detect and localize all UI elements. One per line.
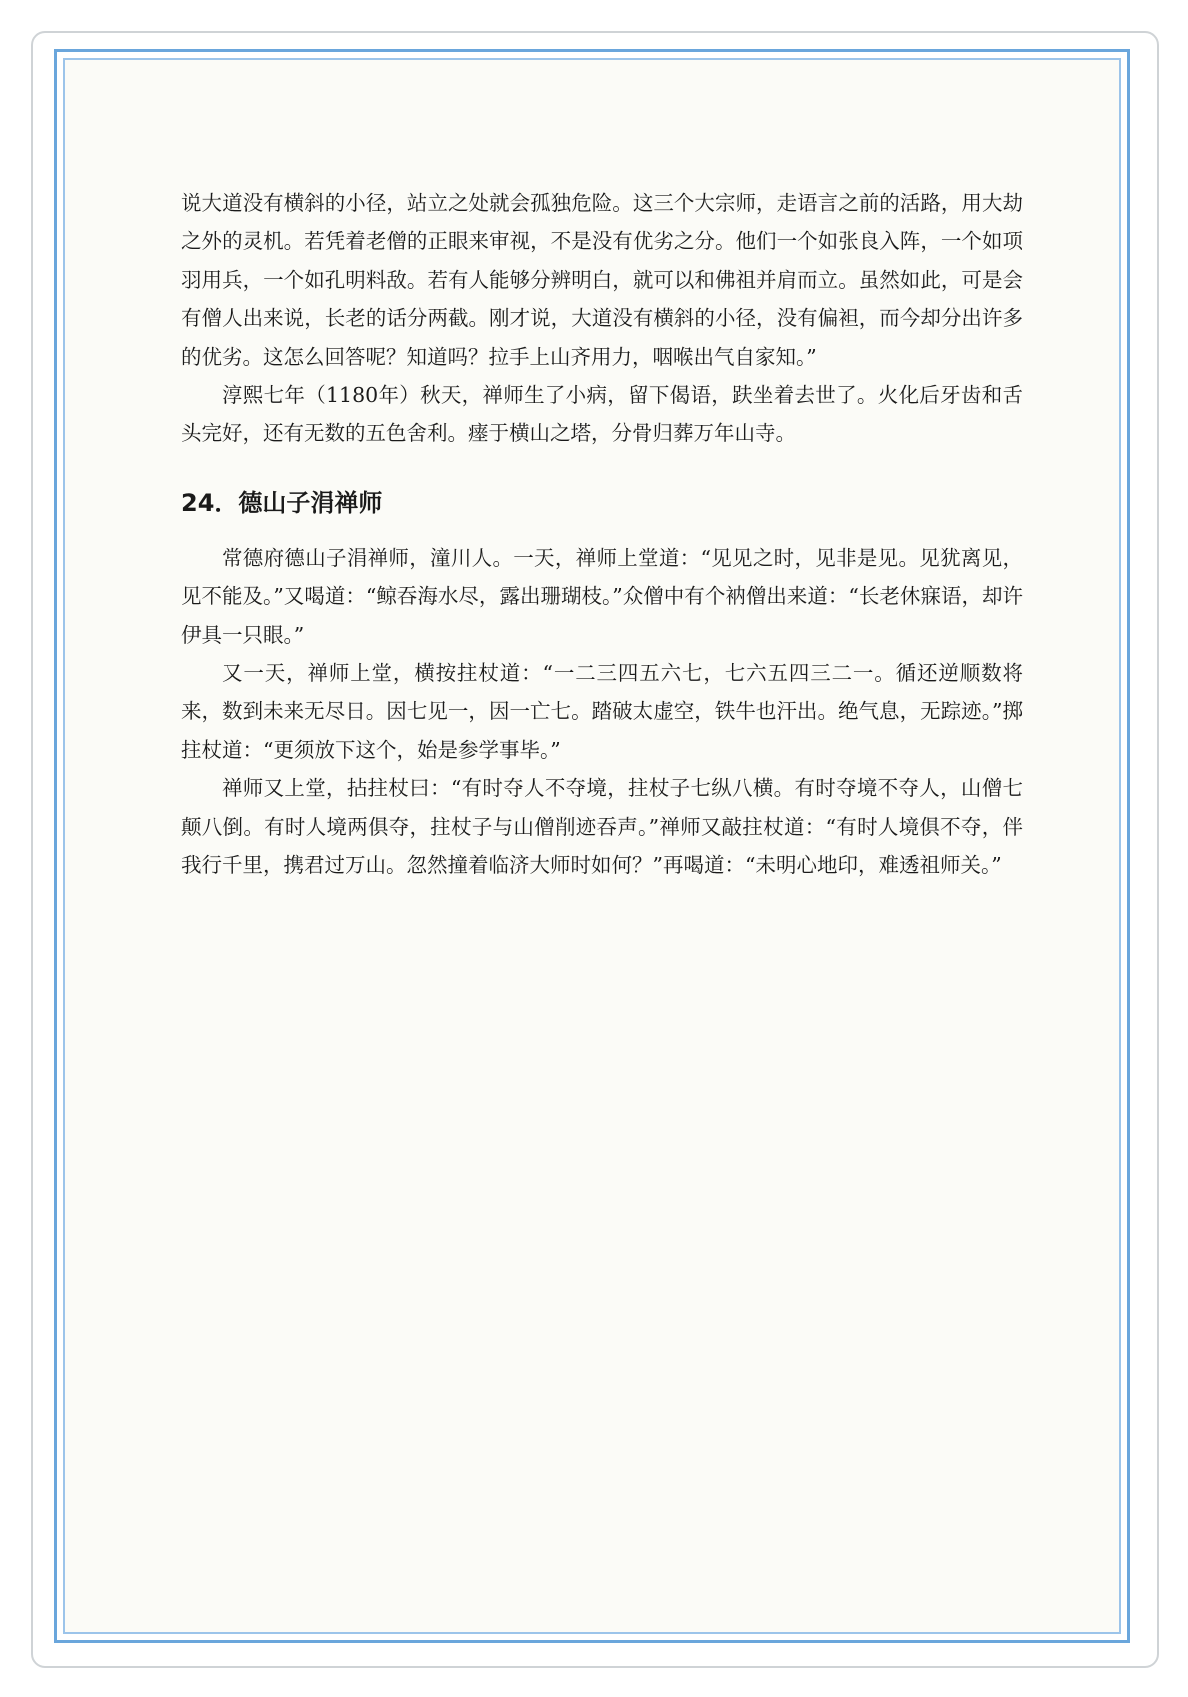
page-content <box>181 184 1023 885</box>
paragraph: 又一天，禅师上堂，横按拄杖道：“一二三四五六七，七六五四三二一。循还逆顺数将来，数到未来无尽日。因七见一，因一亡七。踏破太虚空，铁牛也汗出。绝气息，无踪迹。”掷拄杖道：“更须放下这个，始是参学事毕。” <box>181 661 1023 762</box>
section-heading: 24．德山子涓禅师 <box>181 488 383 517</box>
paragraph: 说大道没有横斜的小径，站立之处就会孤独危险。这三个大宗师，走语言之前的活路，用大劫之外的灵机。若凭着老僧的正眼来审视，不是没有优劣之分。他们一个如张良入阵，一个如项羽用兵，一个如孔明料敌。若有人能够分辨明白，就可以和佛祖并肩而立。虽然如此，可是会有僧人出来说，长老的话分两截。刚才说，大道没有横斜的小径，没有偏袒，而今却分出许多的优劣。这怎么回答呢？知道吗？拉手上山齐用力，咽喉出气自家知。” <box>181 191 1023 369</box>
paragraph: 常德府德山子涓禅师，潼川人。一天，禅师上堂道：“见见之时，见非是见。见犹离见，见不能及。”又喝道：“鲸吞海水尽，露出珊瑚枝。”众僧中有个衲僧出来道：“长老休寐语，却许伊具一只眼。” <box>181 545 1023 647</box>
paragraph: 禅师又上堂，拈拄杖曰：“有时夺人不夺境，拄杖子七纵八横。有时夺境不夺人，山僧七颠八倒。有时人境两俱夺，拄杖子与山僧削迹吞声。”禅师又敲拄杖道：“有时人境俱不夺，伴我行千里，携君过万山。忽然撞着临济大师时如何？”再喝道：“未明心地印，难透祖师关。” <box>181 776 1023 878</box>
paragraph: 淳熙七年（1180年）秋天，禅师生了小病，留下偈语，趺坐着去世了。火化后牙齿和舌头完好，还有无数的五色舍利。瘗于横山之塔，分骨归葬万年山寺。 <box>181 383 1023 446</box>
